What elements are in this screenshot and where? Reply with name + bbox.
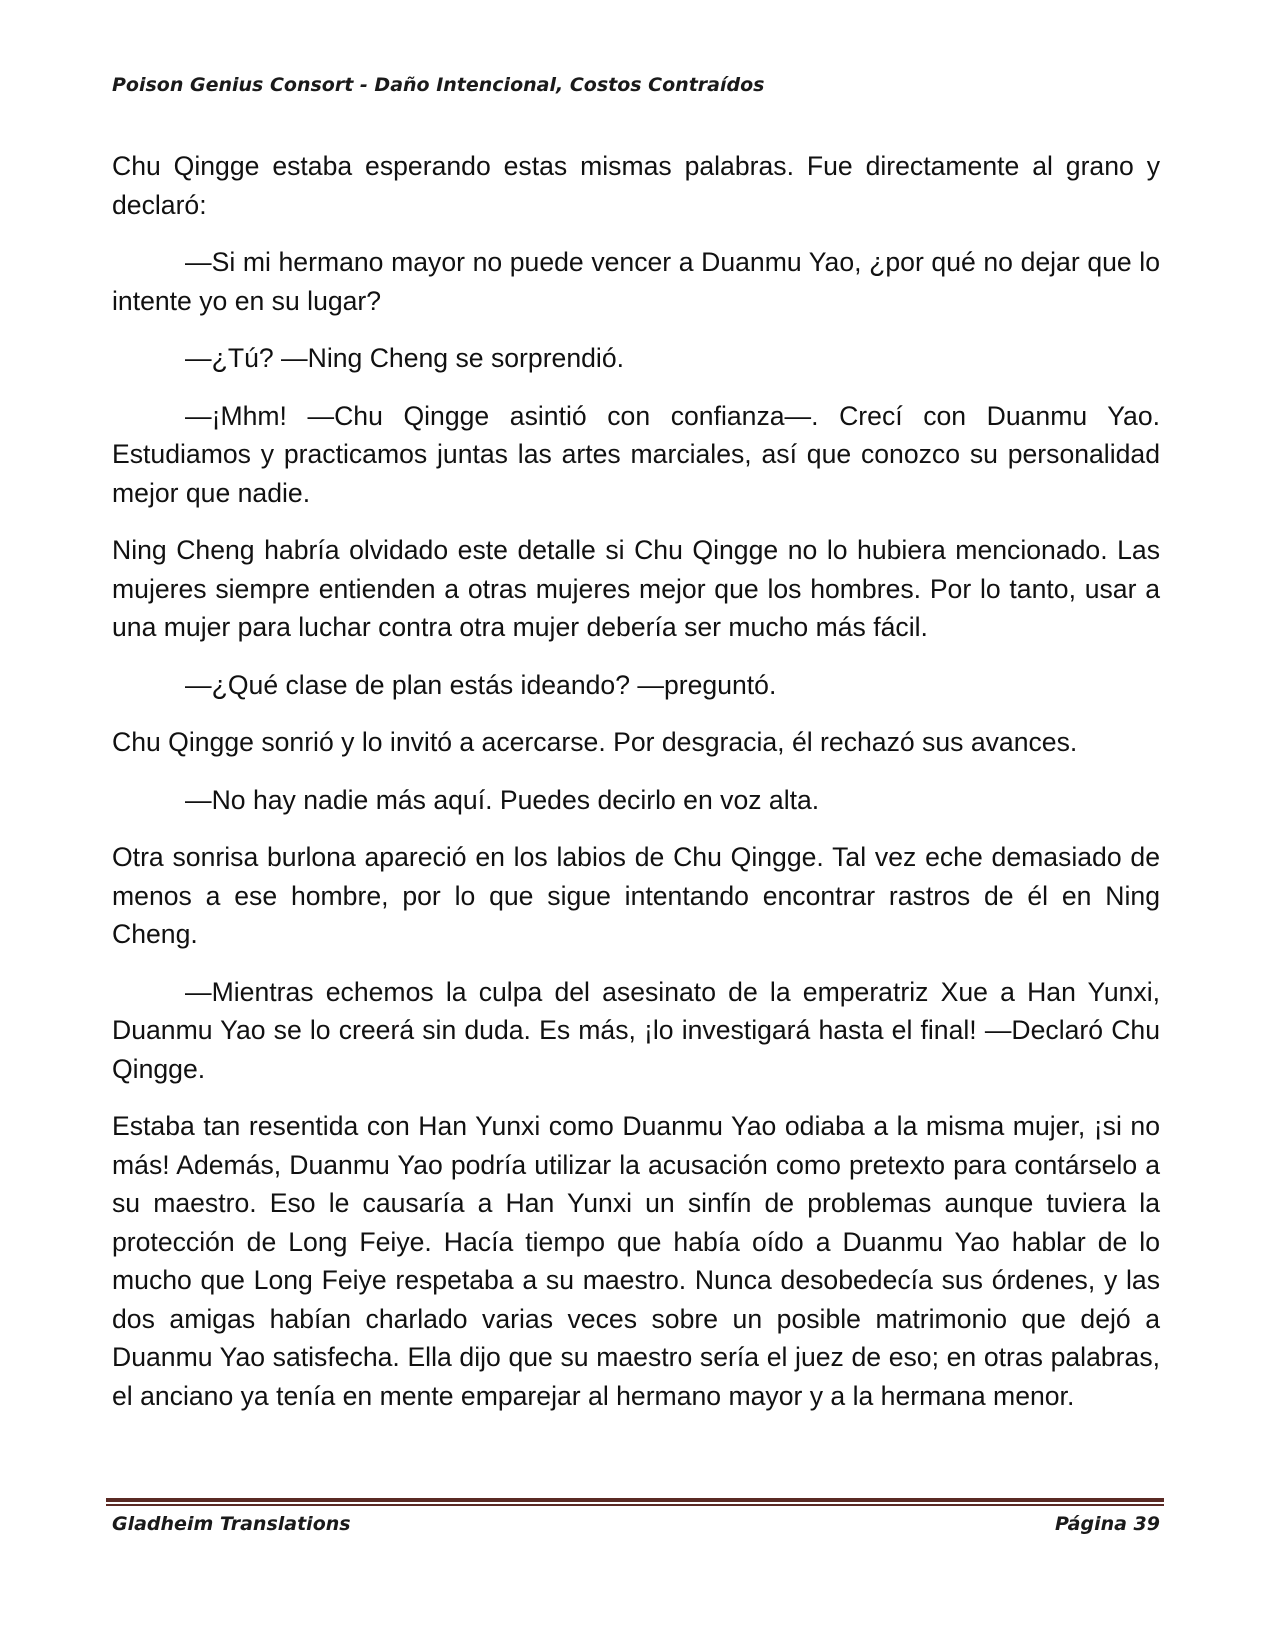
paragraph: —No hay nadie más aquí. Puedes decirlo en voz alta.	[185, 784, 820, 815]
footer-divider-thin	[106, 1504, 1164, 1506]
running-header: Poison Genius Consort - Daño Intencional, Costos Contraídos	[112, 74, 765, 96]
footer-divider-thick	[106, 1498, 1164, 1502]
paragraph: —Si mi hermano mayor no puede vencer a Duanmu Yao, ¿por qué no dejar que lo intente yo en su lugar?	[112, 247, 1160, 316]
page-number: Página 39	[1054, 1513, 1160, 1535]
footer-translator: Gladheim Translations	[112, 1513, 351, 1535]
paragraph: Ning Cheng habría olvidado este detalle si Chu Qingge no lo hubiera mencionado. Las mujeres siempre entienden a otras mujeres mejor que los hombres. Por lo tanto, usar a una mujer para luchar contra otra mujer debería ser mucho más fácil.	[112, 535, 1160, 642]
footer-divider	[106, 1498, 1164, 1508]
body-text	[112, 147, 1160, 1434]
paragraph: Estaba tan resentida con Han Yunxi como Duanmu Yao odiaba a la misma mujer, ¡si no más! Además, Duanmu Yao podría utilizar la acusación como pretexto para contárselo a su maestro. Eso le causaría a Han Yunxi un sinfín de problemas aunque tuviera la protección de Long Feiye. Hacía tiempo que había oído a Duanmu Yao hablar de lo mucho que Long Feiye respetaba a su maestro. Nunca desobedecía sus órdenes, y las dos amigas habían charlado varias veces sobre un posible matrimonio que dejó a Duanmu Yao satisfecha. Ella dijo que su maestro sería el juez de eso; en otras palabras, el anciano ya tenía en mente emparejar al hermano mayor y a la hermana menor.	[112, 1111, 1160, 1411]
paragraph: Chu Qingge sonrió y lo invitó a acercarse. Por desgracia, él rechazó sus avances.	[112, 727, 1078, 757]
paragraph: Chu Qingge estaba esperando estas mismas palabras. Fue directamente al grano y declaró:	[112, 151, 1160, 220]
paragraph: —¡Mhm! —Chu Qingge asintió con confianza—. Crecí con Duanmu Yao. Estudiamos y practicamos juntas las artes marciales, así que conozco su personalidad mejor que nadie.	[112, 400, 1160, 508]
paragraph: Otra sonrisa burlona apareció en los labios de Chu Qingge. Tal vez eche demasiado de menos a ese hombre, por lo que sigue intentando encontrar rastros de él en Ning Cheng.	[112, 842, 1160, 949]
paragraph: —Mientras echemos la culpa del asesinato de la emperatriz Xue a Han Yunxi, Duanmu Yao se lo creerá sin duda. Es más, ¡lo investigará hasta el final! —Declaró Chu Qingge.	[112, 976, 1160, 1084]
paragraph: —¿Qué clase de plan estás ideando? —preguntó.	[185, 669, 777, 700]
paragraph: —¿Tú? —Ning Cheng se sorprendió.	[185, 343, 625, 373]
